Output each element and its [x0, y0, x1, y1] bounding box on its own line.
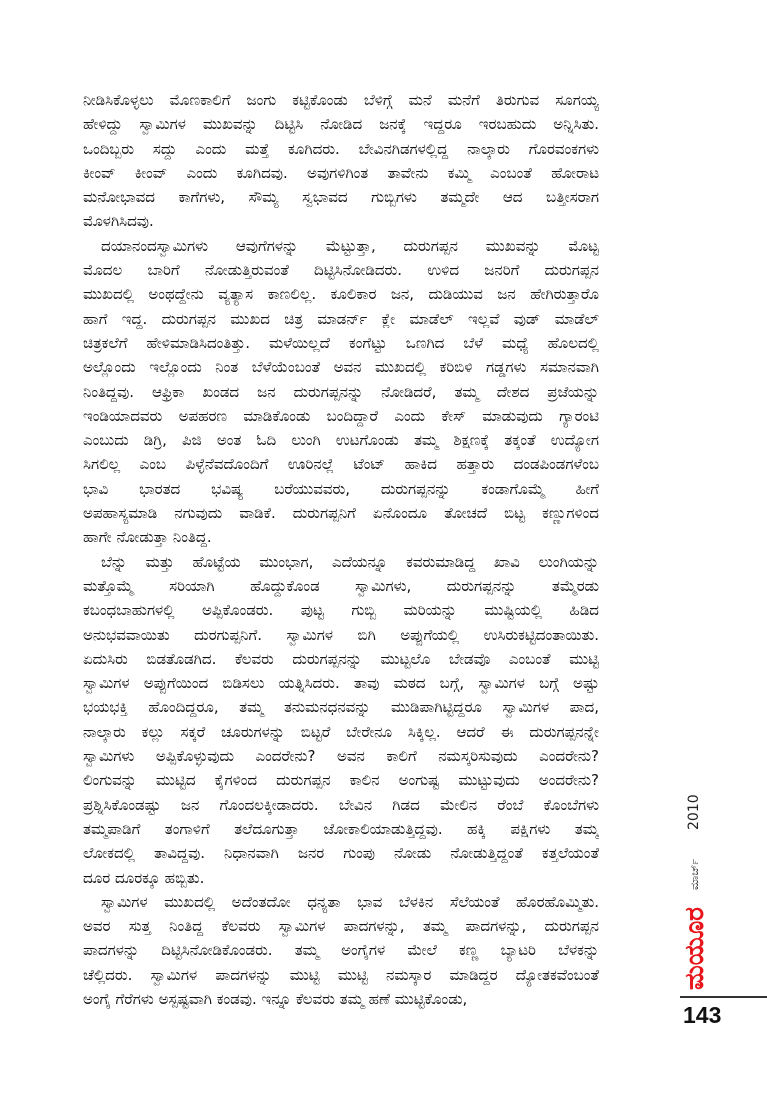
text-line: ತಮ್ಮಪಾಡಿಗೆ ತಂಗಾಳಿಗೆ ತಲೆದೂಗುತ್ತಾ ಜೋಕಾಲಿಯಾಡುತ್ತಿದ್ದವು. ಹಕ್ಕಿ ಪಕ್ಷಿಗಳು ತಮ್ಮ	[83, 819, 599, 838]
magazine-name: ಮಯೂರ	[680, 907, 710, 990]
text-line: ಕಬಂಧಬಾಹುಗಳಲ್ಲಿ ಅಪ್ಪಿಕೊಂಡರು. ಪುಟ್ಟ ಗುಬ್ಬಿ ಮರಿಯನ್ನು ಮುಷ್ಟಿಯಲ್ಲಿ ಹಿಡಿದ	[83, 601, 599, 620]
text-line: ಏದುಸಿರು ಬಿಡತೊಡಗಿದ. ಕೆಲವರು ದುರುಗಪ್ಪನನ್ನು ಮುಟ್ಟಲೊ ಬೇಡವೊ ಎಂಬಂತೆ ಮುಟ್ಟಿ	[83, 649, 599, 668]
paragraph	[83, 234, 599, 550]
text-line: ಅಂಗೈ ಗೆರೆಗಳು ಅಸ್ಪಷ್ಟವಾಗಿ ಕಂಡವು. ಇನ್ನೂ ಕೆಲವರು ತಮ್ಮ ಹಣೆ ಮುಟ್ಟಿಕೊಂಡು,	[83, 989, 468, 1008]
text-line: ಕೀಂವ್ ಕೀಂವ್ ಎಂದು ಕೂಗಿದವು. ಅವುಗಳಿಗಿಂತ ತಾವೇನು ಕಮ್ಮಿ ಎಂಬಂತೆ ಹೋರಾಟ	[83, 163, 599, 182]
text-line: ಸಿಗಲಿಲ್ಲ ಎಂಬ ಪಿಳ್ಳೆನೆವದೊಂದಿಗೆ ಊರಿನಲ್ಲೆ ಟೆಂಟ್ ಹಾಕಿದ ಹತ್ತಾರು ದಂಡಪಿಂಡಗಳೆಂಬ	[83, 455, 599, 474]
article-body	[83, 88, 599, 1011]
issue-year: 2010	[686, 794, 702, 830]
text-line: ಭಾವಿ ಭಾರತದ ಭವಿಷ್ಯ ಬರೆಯುವವರು, ದುರುಗಪ್ಪನನ್ನು ಕಂಡಾಗೊಮ್ಮೆ ಹೀಗೆ	[83, 479, 599, 498]
text-line: ಮತ್ತೊಮ್ಮೆ ಸರಿಯಾಗಿ ಹೊದ್ದುಕೊಂಡ ಸ್ವಾಮಿಗಳು, ದುರುಗಪ್ಪನನ್ನು ತಮ್ಮೆರಡು	[83, 576, 599, 595]
text-line: ನೀಡಿಸಿಕೊಳ್ಳಲು ಮೊಣಕಾಲಿಗೆ ಜಂಗು ಕಟ್ಟಿಕೊಂಡು ಬೆಳಿಗ್ಗೆ ಮನೆ ಮನೆಗೆ ತಿರುಗುವ ಸೂಗಯ್ಯ	[83, 91, 599, 109]
text-line: ಅವರ ಸುತ್ತ ನಿಂತಿದ್ದ ಕೆಲವರು ಸ್ವಾಮಿಗಳ ಪಾದಗಳನ್ನು, ತಮ್ಮ ಪಾದಗಳನ್ನು, ದುರುಗಪ್ಪನ	[83, 917, 599, 936]
page-number: 143	[683, 1002, 722, 1028]
text-line: ನಿಂತಿದ್ದವು. ಆಫ್ರಿಕಾ ಖಂಡದ ಜನ ದುರುಗಪ್ಪನನ್ನು ನೋಡಿದರೆ, ತಮ್ಮ ದೇಶದ ಪ್ರಜೆಯನ್ನು	[83, 382, 599, 401]
footer-divider	[680, 996, 767, 998]
paragraph	[83, 890, 599, 1011]
text-line: ಸ್ವಾಮಿಗಳ ಮುಖದಲ್ಲಿ ಅದೆಂತದೋ ಧನ್ಯತಾ ಭಾವ ಬೆಳಕಿನ ಸೆಲೆಯಂತೆ ಹೊರಹೊಮ್ಮಿತು.	[101, 892, 599, 911]
text-line: ಚೆಲ್ಲಿದರು. ಸ್ವಾಮಿಗಳ ಪಾದಗಳನ್ನು ಮುಟ್ಟಿ ಮುಟ್ಟಿ ನಮಸ್ಕಾರ ಮಾಡಿದ್ದರ ದ್ಯೋತಕವೆಂಬಂತೆ	[83, 965, 599, 984]
text-line: ಮುಖದಲ್ಲಿ ಅಂಥದ್ದೇನು ವ್ಯತ್ಯಾಸ ಕಾಣಲಿಲ್ಲ. ಕೂಲಿಕಾರ ಜನ, ದುಡಿಯುವ ಜನ ಹೇಗಿರುತ್ತಾರೊ	[83, 285, 599, 304]
text-line: ಹೇಳಿದ್ದು ಸ್ವಾಮಿಗಳ ಮುಖವನ್ನು ದಿಟ್ಟಿಸಿ ನೋಡಿದ ಜನಕ್ಕೆ ಇದ್ದರೂ ಇರಬಹುದು ಅನ್ನಿಸಿತು.	[83, 115, 599, 134]
text-line: ಮೊದಲ ಬಾರಿಗೆ ನೋಡುತ್ತಿರುವಂತೆ ದಿಟ್ಟಿಸಿನೋಡಿದರು. ಉಳಿದ ಜನರಿಗೆ ದುರುಗಪ್ಪನ	[83, 261, 599, 280]
text-line: ನಾಲ್ಕಾರು ಕಲ್ಲು ಸಕ್ಕರೆ ಚೂರುಗಳನ್ನು ಬಿಟ್ಟರೆ ಬೇರೇನೂ ಸಿಕ್ಕಿಲ್ಲ. ಆದರೆ ಈ ದುರುಗಪ್ಪನನ್ನೇ	[83, 722, 599, 741]
text-line: ಎಂಬುದು ಡಿಗ್ರಿ, ಪಿಜಿ ಅಂತ ಓದಿ ಲುಂಗಿ ಉಟಗೊಂಡು ತಮ್ಮ ಶಿಕ್ಷಣಕ್ಕೆ ತಕ್ಕಂತೆ ಉದ್ಯೋಗ	[83, 431, 599, 450]
text-line: ಮೊಳಗಿಸಿದವು.	[83, 212, 154, 231]
text-line: ಪಾದಗಳನ್ನು ದಿಟ್ಟಿಸಿನೋಡಿಕೊಂಡರು. ತಮ್ಮ ಅಂಗೈಗಳ ಮೇಲೆ ಕಣ್ಣ ಬ್ಯಾಟರಿ ಬೆಳಕನ್ನು	[83, 941, 599, 960]
text-line: ಅನುಭವವಾಯಿತು ದುರಗುಪ್ಪನಿಗೆ. ಸ್ವಾಮಿಗಳ ಬಿಗಿ ಅಪ್ಪುಗೆಯಲ್ಲಿ ಉಸಿರುಕಟ್ಟಿದಂತಾಯಿತು.	[83, 625, 599, 644]
paragraph	[83, 88, 599, 234]
text-line: ಸ್ವಾಮಿಗಳು ಅಪ್ಪಿಕೊಳ್ಳುವುದು ಎಂದರೇನು? ಅವನ ಕಾಲಿಗೆ ನಮಸ್ಕರಿಸುವುದು ಎಂದರೇನು?	[83, 747, 599, 766]
text-line: ದಯಾನಂದಸ್ವಾಮಿಗಳು ಆವುಗೆಗಳನ್ನು ಮೆಟ್ಟುತ್ತಾ, ದುರುಗಪ್ಪನ ಮುಖವನ್ನು ಮೊಟ್ಟ	[101, 236, 599, 255]
text-line: ಬೆನ್ನು ಮತ್ತು ಹೊಟ್ಟೆಯ ಮುಂಭಾಗ, ಎದೆಯನ್ನೂ ಕವರುಮಾಡಿದ್ದ ಖಾವಿ ಲುಂಗಿಯನ್ನು	[101, 552, 599, 571]
page-sidebar	[680, 770, 767, 1090]
text-line: ಮನೋಭಾವದ ಕಾಗೆಗಳು, ಸೌಮ್ಯ ಸ್ವಭಾವದ ಗುಬ್ಬಿಗಳು ತಮ್ಮದೇ ಆದ ಬತ್ತೀಸರಾಗ	[83, 188, 599, 207]
text-line: ಅಲ್ಲೊಂದು ಇಲ್ಲೊಂದು ನಿಂತ ಬೆಳೆಯೆಂಬಂತೆ ಅವನ ಮುಖದಲ್ಲಿ ಕರಿಬಿಳಿ ಗಡ್ಡಗಳು ಸಮಾನವಾಗಿ	[83, 358, 599, 377]
text-line: ಒಂದಿಬ್ಬರು ಸದ್ದು ಎಂದು ಮತ್ತೆ ಕೂಗಿದರು. ಬೇವಿನಗಿಡಗಳಲ್ಲಿದ್ದ ನಾಲ್ಕಾರು ಗೊರವಂಕಗಳು	[83, 139, 599, 158]
text-line: ಹಾಗೆ ಇದ್ದ. ದುರುಗಪ್ಪನ ಮುಖದ ಚಿತ್ರ ಮಾಡರ್ನ್ ಕ್ಲೇ ಮಾಡೆಲ್ ಇಲ್ಲವೆ ವುಡ್ ಮಾಡೆಲ್	[83, 309, 599, 328]
text-line: ಹಾಗೇ ನೋಡುತ್ತಾ ನಿಂತಿದ್ದ.	[83, 528, 212, 547]
issue-month: ಮಾರ್ಚ್	[688, 858, 701, 890]
paragraph	[83, 550, 599, 890]
text-line: ಭಯಭಕ್ತಿ ಹೊಂದಿದ್ದರೂ, ತಮ್ಮ ತನುಮನಧನವನ್ನು ಮುಡಿಪಾಗಿಟ್ಟಿದ್ದರೂ ಸ್ವಾಮಿಗಳ ಪಾದ,	[83, 698, 599, 717]
text-line: ಪ್ರಶ್ನಿಸಿಕೊಂಡಷ್ಟು ಜನ ಗೊಂದಲಕ್ಕೀಡಾದರು. ಬೇವಿನ ಗಿಡದ ಮೇಲಿನ ರೆಂಬೆ ಕೊಂಬೆಗಳು	[83, 795, 599, 814]
text-line: ಲೋಕದಲ್ಲಿ ತಾವಿದ್ದವು. ನಿಧಾನವಾಗಿ ಜನರ ಗುಂಪು ನೋಡು ನೋಡುತ್ತಿದ್ದಂತೆ ಕತ್ತಲೆಯಂತೆ	[83, 844, 599, 863]
text-line: ಅಪಹಾಸ್ಯಮಾಡಿ ನಗುವುದು ವಾಡಿಕೆ. ದುರುಗಪ್ಪನಿಗೆ ಏನೊಂದೂ ತೋಚದೆ ಬಿಟ್ಟ ಕಣ್ಣುಗಳಿಂದ	[83, 504, 599, 523]
text-line: ಸ್ವಾಮಿಗಳ ಅಪ್ಪುಗೆಯಿಂದ ಬಿಡಿಸಲು ಯತ್ನಿಸಿದರು. ತಾವು ಮಠದ ಬಗ್ಗೆ, ಸ್ವಾಮಿಗಳ ಬಗ್ಗೆ ಅಷ್ಟು	[83, 674, 599, 693]
text-line: ದೂರ ದೂರಕ್ಕೂ ಹಬ್ಬಿತು.	[83, 868, 205, 887]
text-line: ಲಿಂಗುವನ್ನು ಮುಟ್ಟಿದ ಕೈಗಳಿಂದ ದುರುಗಪ್ಪನ ಕಾಲಿನ ಅಂಗುಷ್ಟ ಮುಟ್ಟುವುದು ಅಂದರೇನು?	[83, 771, 599, 790]
text-line: ಚಿತ್ರಕಲೆಗೆ ಹೇಳಿಮಾಡಿಸಿದಂತಿತ್ತು. ಮಳೆಯಿಲ್ಲದೆ ಕಂಗೆಟ್ಟು ಒಣಗಿದ ಬೆಳೆ ಮಧ್ಯೆ ಹೊಲದಲ್ಲಿ	[83, 333, 599, 352]
text-line: ಇಂಡಿಯಾದವರು ಅಪಹರಣ ಮಾಡಿಕೊಂಡು ಬಂದಿದ್ದಾರೆ ಎಂದು ಕೇಸ್ ಮಾಡುವುದು ಗ್ಯಾರಂಟಿ	[83, 406, 599, 425]
